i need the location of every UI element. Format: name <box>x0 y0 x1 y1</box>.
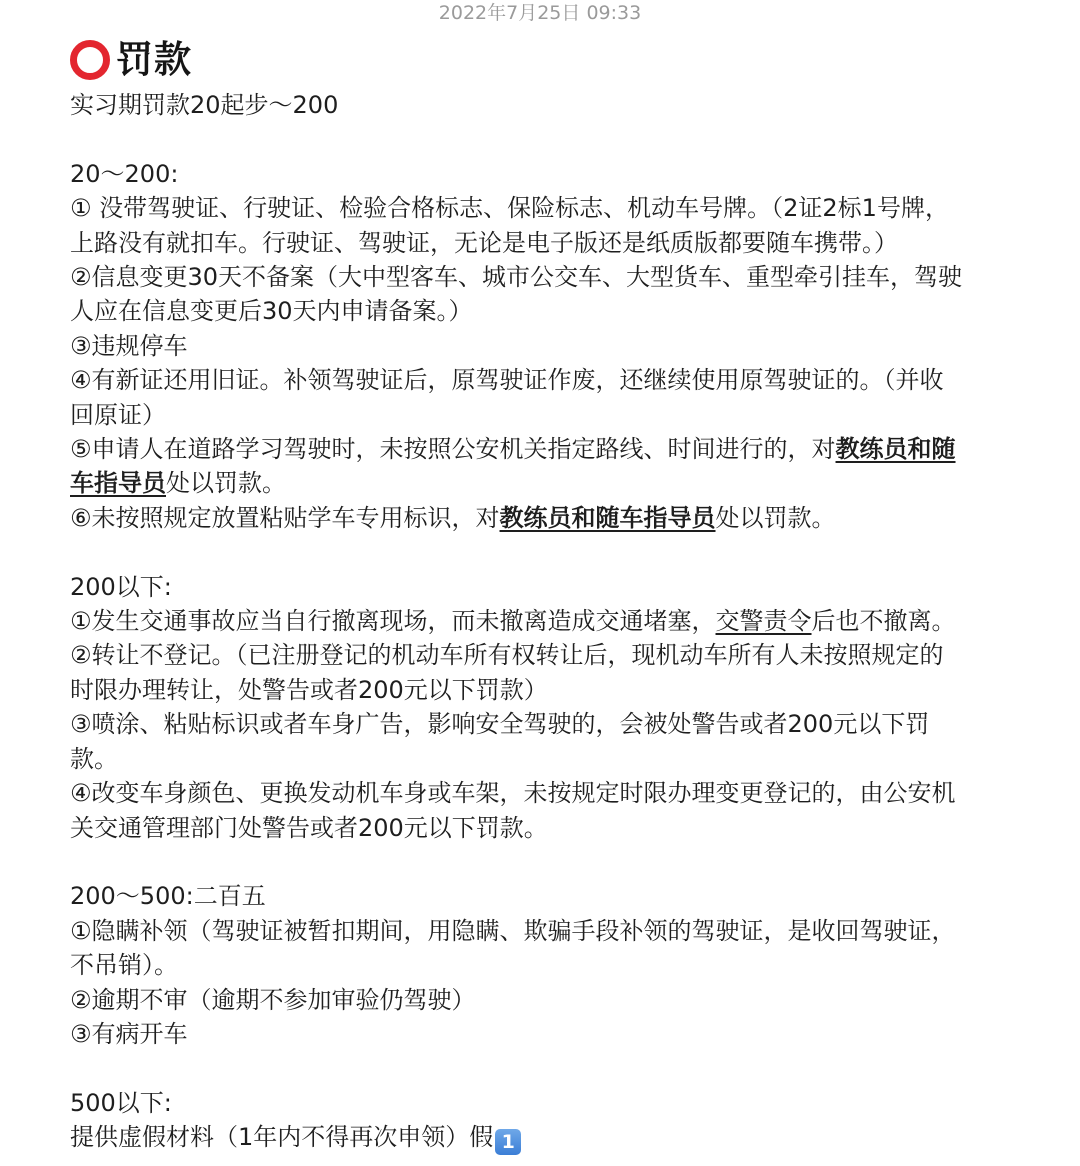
list-item-continued: 上路没有就扣车。行驶证、驾驶证，无论是电子版还是纸质版都要随车携带。） <box>70 228 898 257</box>
list-item-text: ⑥未按照规定放置粘贴学车专用标识，对 <box>70 503 500 532</box>
list-item: ④有新证还用旧证。补领驾驶证后，原驾驶证作废，还继续使用原驾驶证的。（并收 <box>70 366 944 395</box>
note-title <box>70 38 192 82</box>
section-heading-200-below: 200以下: <box>70 572 172 601</box>
list-item: ③违规停车 <box>70 331 188 360</box>
underlined-bold-text: 车指导员 <box>70 469 166 498</box>
section-heading-20-200: 20～200: <box>70 159 179 188</box>
list-item <box>70 501 1020 535</box>
list-item-text: 处以罚款。 <box>715 503 836 532</box>
list-item-continued: 人应在信息变更后30天内申请备案。） <box>70 297 473 326</box>
list-item <box>70 1120 1020 1155</box>
blank-line <box>70 1051 1020 1085</box>
underlined-bold-text: 教练员和随车指导员 <box>499 503 716 532</box>
list-item: ④改变车身颜色、更换发动机车身或车架，未按规定时限办理变更登记的，由公安机 <box>70 779 956 808</box>
list-item-text: ①发生交通事故应当自行撤离现场，而未撤离造成交通堵塞， <box>70 607 716 636</box>
list-item-continued: 回原证） <box>70 400 166 429</box>
underlined-bold-text: 教练员和随 <box>835 435 956 464</box>
list-item: ②逾期不审（逾期不参加审验仍驾驶） <box>70 985 476 1014</box>
list-item-text: 后也不撤离。 <box>811 607 956 636</box>
section-heading-200-500: 200～500:二百五 <box>70 882 266 911</box>
blank-line <box>70 122 1020 156</box>
underlined-text: 交警责令 <box>715 607 812 636</box>
list-item <box>70 604 1020 638</box>
blank-line <box>70 845 1020 879</box>
list-item: ①隐瞒补领（驾驶证被暂扣期间，用隐瞒、欺骗手段补领的驾驶证，是收回驾驶证， <box>70 916 956 945</box>
list-item-continued: 时限办理转让，处警告或者200元以下罚款） <box>70 675 548 704</box>
list-item-text: 提供虚假材料（1年内不得再次申领）假 <box>70 1123 494 1152</box>
list-item: ③有病开车 <box>70 1019 188 1048</box>
list-item <box>70 432 1020 466</box>
note-body[interactable] <box>70 88 1020 1155</box>
list-item: ②信息变更30天不备案（大中型客车、城市公交车、大型货车、重型牵引挂车，驾驶 <box>70 263 963 292</box>
list-item: ① 没带驾驶证、行驶证、检验合格标志、保险标志、机动车号牌。（2证2标1号牌， <box>70 194 949 223</box>
list-item: ③喷涂、粘贴标识或者车身广告，影响安全驾驶的，会被处警告或者200元以下罚 <box>70 710 930 739</box>
intro-line: 实习期罚款20起步～200 <box>70 91 339 119</box>
blank-line <box>70 535 1020 569</box>
list-item-continued: 不吊销）。 <box>70 951 178 980</box>
red-circle-icon <box>70 40 110 80</box>
keycap-1-icon: 1 <box>495 1129 521 1155</box>
list-item-continued <box>70 466 1020 500</box>
list-item-continued: 款。 <box>70 744 118 773</box>
section-heading-500-below: 500以下: <box>70 1088 172 1117</box>
note-timestamp: 2022年7月25日 09:33 <box>438 2 642 24</box>
list-item: ②转让不登记。（已注册登记的机动车所有权转让后，现机动车所有人未按照规定的 <box>70 641 944 670</box>
note-title-text: 罚款 <box>116 38 192 81</box>
list-item-text: 处以罚款。 <box>166 469 286 498</box>
list-item-continued: 关交通管理部门处警告或者200元以下罚款。 <box>70 813 548 842</box>
list-item-text: ⑤申请人在道路学习驾驶时，未按照公安机关指定路线、时间进行的，对 <box>70 435 836 464</box>
